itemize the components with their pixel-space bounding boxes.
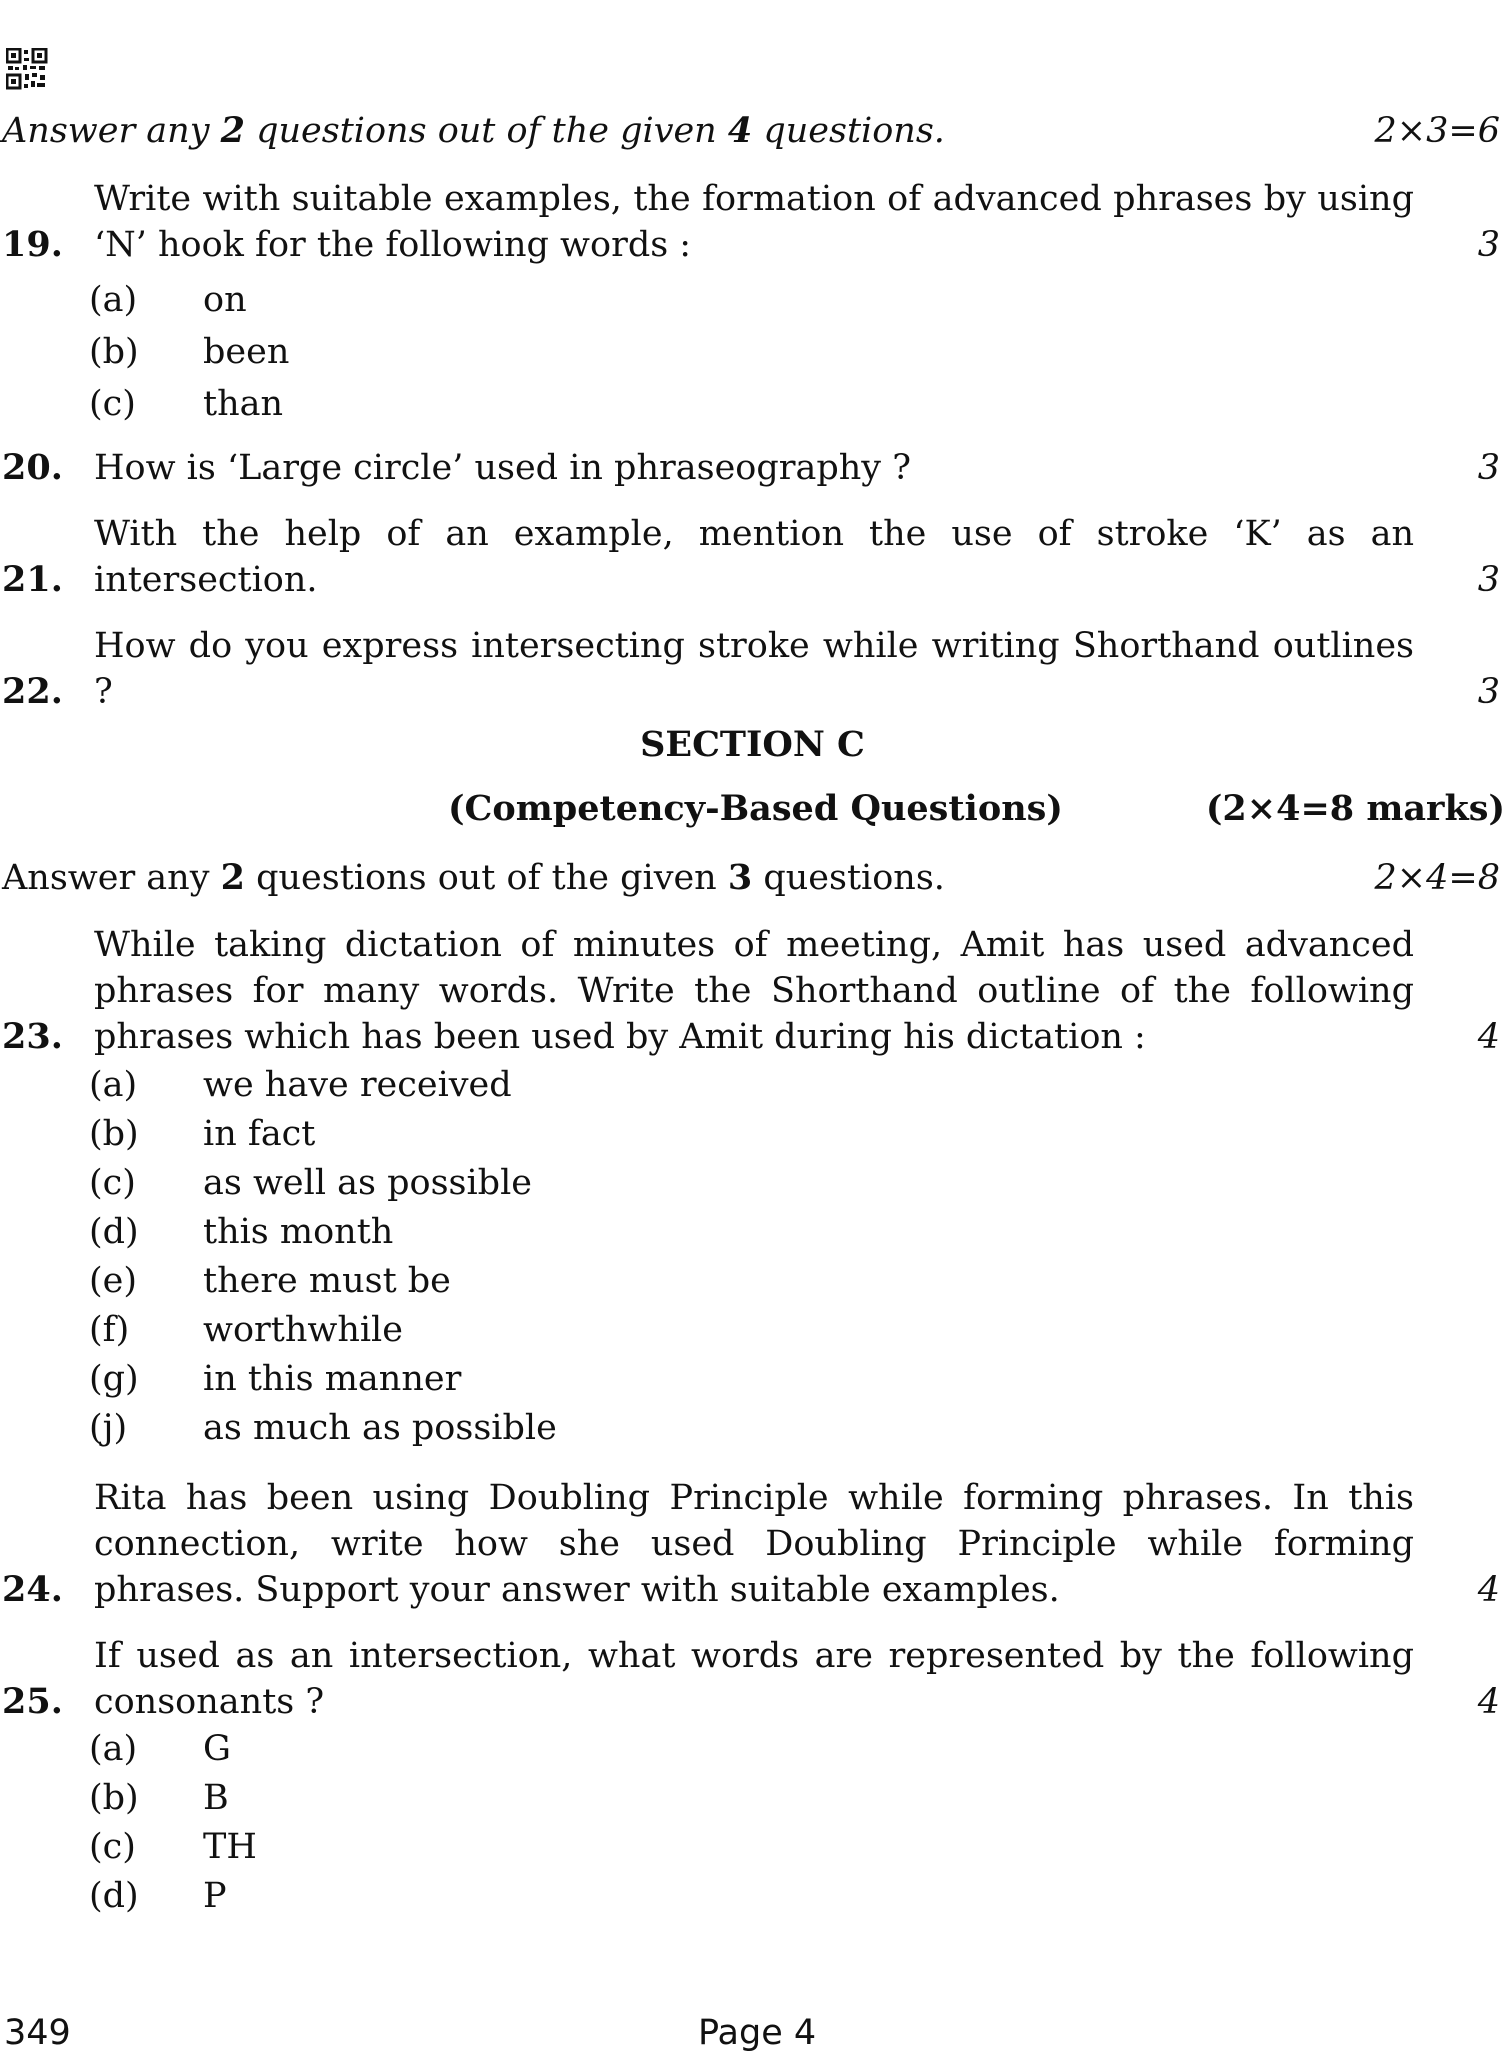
question-24 [2,1475,1500,1614]
question-marks: 4 [1477,1682,1500,1723]
option-item: (c) TH [89,1827,257,1868]
question-25 [2,1633,1500,1921]
qr-code-icon [6,48,48,90]
section-b-instruction [2,108,1500,154]
section-c-instruction [2,855,1500,901]
option-item: (j) as much as possible [89,1407,557,1448]
question-text: With the help of an example, mention the use of stroke ‘K’ as an intersection. [94,514,1414,601]
option-item: (c) as well as possible [89,1162,532,1203]
question-number: 19. [2,224,63,266]
question-text: While taking dictation of minutes of meeting, Amit has used advanced phrases for many words. Write the Shorthand outline of the following phrases which has been used by Amit during his dictation : [94,925,1414,1058]
question-number: 20. [2,447,63,488]
question-19 [2,176,1500,430]
option-item: (d) P [89,1876,227,1917]
option-item: (a) on [89,280,247,321]
option-item: (e) there must be [89,1260,451,1301]
question-number: 24. [2,1569,63,1611]
instruction-text: Answer any 2 questions out of the given 3 questions. [2,857,945,898]
question-marks: 4 [1477,1017,1500,1058]
question-marks: 3 [1477,225,1500,266]
option-list [89,1061,1500,1453]
question-marks: 3 [1477,560,1500,601]
question-text: How is ‘Large circle’ used in phraseography ? [94,448,911,488]
option-item: (f) worthwhile [89,1309,403,1350]
option-item: (d) this month [89,1211,394,1252]
question-23 [2,922,1500,1453]
option-list [89,274,1500,430]
question-20 [2,445,1500,491]
question-number: 22. [2,671,63,713]
option-item: (b) been [89,332,290,373]
section-subtitle: (Competency-Based Questions) [448,788,1063,829]
question-text: Rita has been using Doubling Principle while forming phrases. In this connection, write how she used Doubling Principle while forming phrases. Support your answer with suitable examples. [94,1478,1414,1611]
question-22 [2,623,1500,715]
question-text: How do you express intersecting stroke while writing Shorthand outlines ? [94,626,1414,713]
question-marks: 4 [1477,1570,1500,1611]
option-list [89,1725,1500,1921]
question-text: Write with suitable examples, the formation of advanced phrases by using ‘N’ hook for the following words : [94,179,1414,266]
option-item: (b) in fact [89,1113,316,1154]
option-item: (g) in this manner [89,1358,462,1399]
section-b-marks: 2×3=6 [1374,111,1500,151]
section-marks: (2×4=8 marks) [1205,788,1505,829]
option-item: (c) than [89,384,284,425]
question-marks: 3 [1477,448,1500,488]
paper-code: 349 [4,2013,71,2053]
question-number: 23. [2,1016,63,1058]
question-number: 21. [2,559,63,601]
section-c-marks: 2×4=8 [1374,858,1500,898]
instruction-text: Answer any 2 questions out of the given 4 questions. [2,110,945,151]
page-number: Page 4 [698,2013,817,2053]
question-text: If used as an intersection, what words are represented by the following consonants ? [94,1636,1414,1723]
option-item: (a) we have received [89,1064,512,1105]
section-title: SECTION C [640,724,865,765]
option-item: (a) G [89,1729,231,1770]
option-item: (b) B [89,1778,229,1819]
question-21 [2,511,1500,603]
question-number: 25. [2,1681,63,1723]
question-marks: 3 [1477,672,1500,713]
